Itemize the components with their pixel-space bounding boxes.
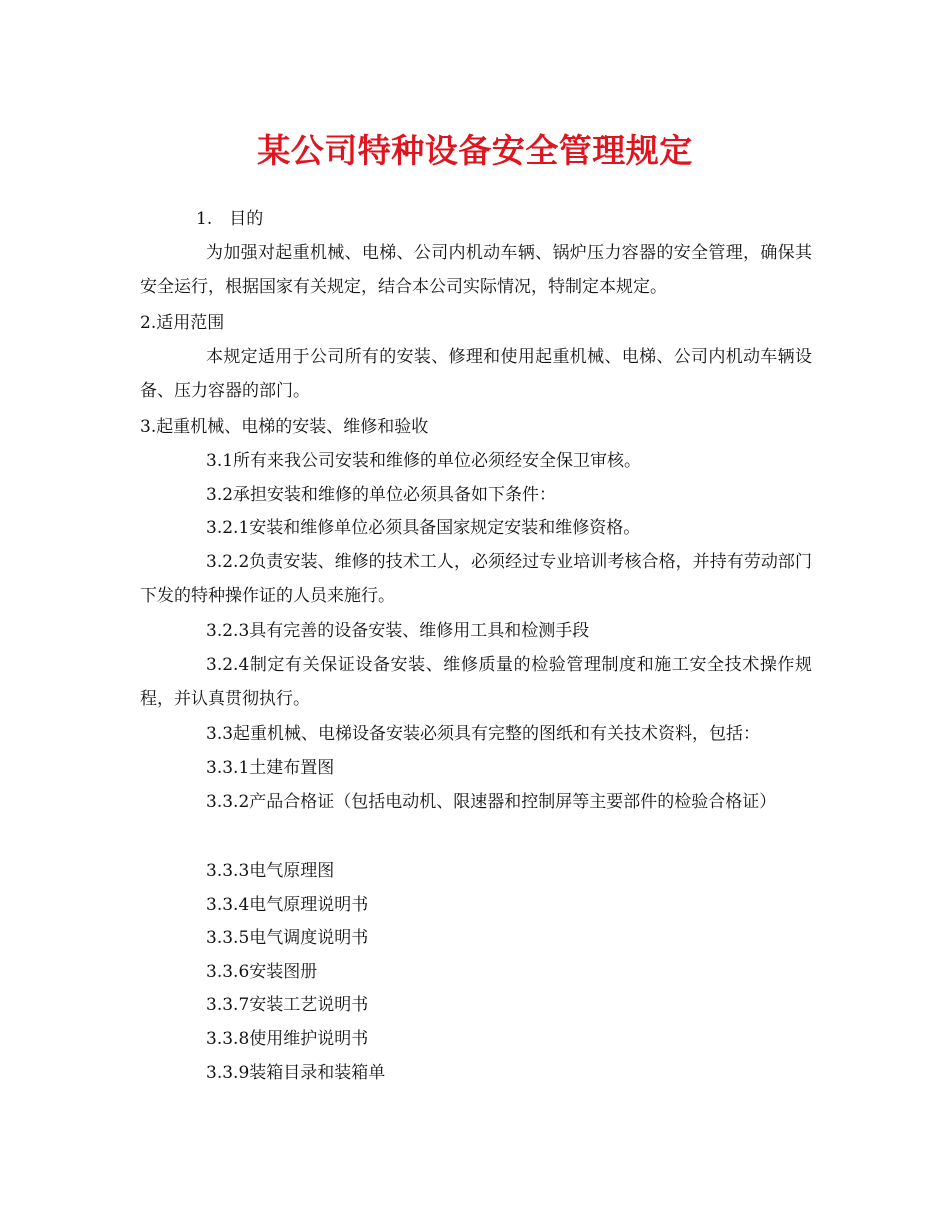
clause-3-3-5: 3.3.5电气调度说明书 — [206, 928, 369, 948]
clause-3-3-4: 3.3.4电气原理说明书 — [206, 895, 369, 915]
section-heading-purpose: 1. 目的 — [196, 209, 264, 229]
clause-3-3-6: 3.3.6安装图册 — [206, 962, 318, 982]
clause-3-1: 3.1所有来我公司安装和维修的单位必须经安全保卫审核。 — [206, 451, 642, 471]
clause-3-3-1: 3.3.1土建布置图 — [206, 758, 335, 778]
clause-3-2-4: 3.2.4制定有关保证设备安装、维修质量的检验管理制度和施工安全技术操作规程，并认真贯彻执行。 — [140, 655, 812, 709]
document-title: 某公司特种设备安全管理规定 — [257, 131, 693, 170]
paragraph-scope: 本规定适用于公司所有的安装、修理和使用起重机械、电梯、公司内机动车辆设备、压力容器的部门。 — [140, 347, 812, 401]
section-heading-installation: 3.起重机械、电梯的安装、维修和验收 — [140, 417, 429, 437]
clause-3-3-2: 3.3.2产品合格证（包括电动机、限速器和控制屏等主要部件的检验合格证） — [206, 792, 777, 812]
clause-3-2-1: 3.2.1安装和维修单位必须具备国家规定安装和维修资格。 — [206, 518, 641, 538]
clause-3-3-9: 3.3.9装箱目录和装箱单 — [206, 1063, 386, 1083]
clause-3-3-3: 3.3.3电气原理图 — [206, 861, 335, 881]
clause-3-2-3: 3.2.3具有完善的设备安装、维修用工具和检测手段 — [206, 621, 590, 641]
paragraph-purpose: 为加强对起重机械、电梯、公司内机动车辆、锅炉压力容器的安全管理，确保其安全运行，根据国家有关规定，结合本公司实际情况，特制定本规定。 — [140, 243, 812, 297]
clause-3-3-7: 3.3.7安装工艺说明书 — [206, 995, 369, 1015]
clause-3-2: 3.2承担安装和维修的单位必须具备如下条件： — [206, 485, 557, 505]
clause-3-2-2: 3.2.2负责安装、维修的技术工人，必须经过专业培训考核合格，并持有劳动部门下发的特种操作证的人员来施行。 — [140, 552, 812, 606]
section-heading-scope: 2.适用范围 — [140, 313, 225, 333]
clause-3-3-8: 3.3.8使用维护说明书 — [206, 1029, 369, 1049]
clause-3-3: 3.3起重机械、电梯设备安装必须具有完整的图纸和有关技术资料，包括： — [206, 724, 761, 744]
